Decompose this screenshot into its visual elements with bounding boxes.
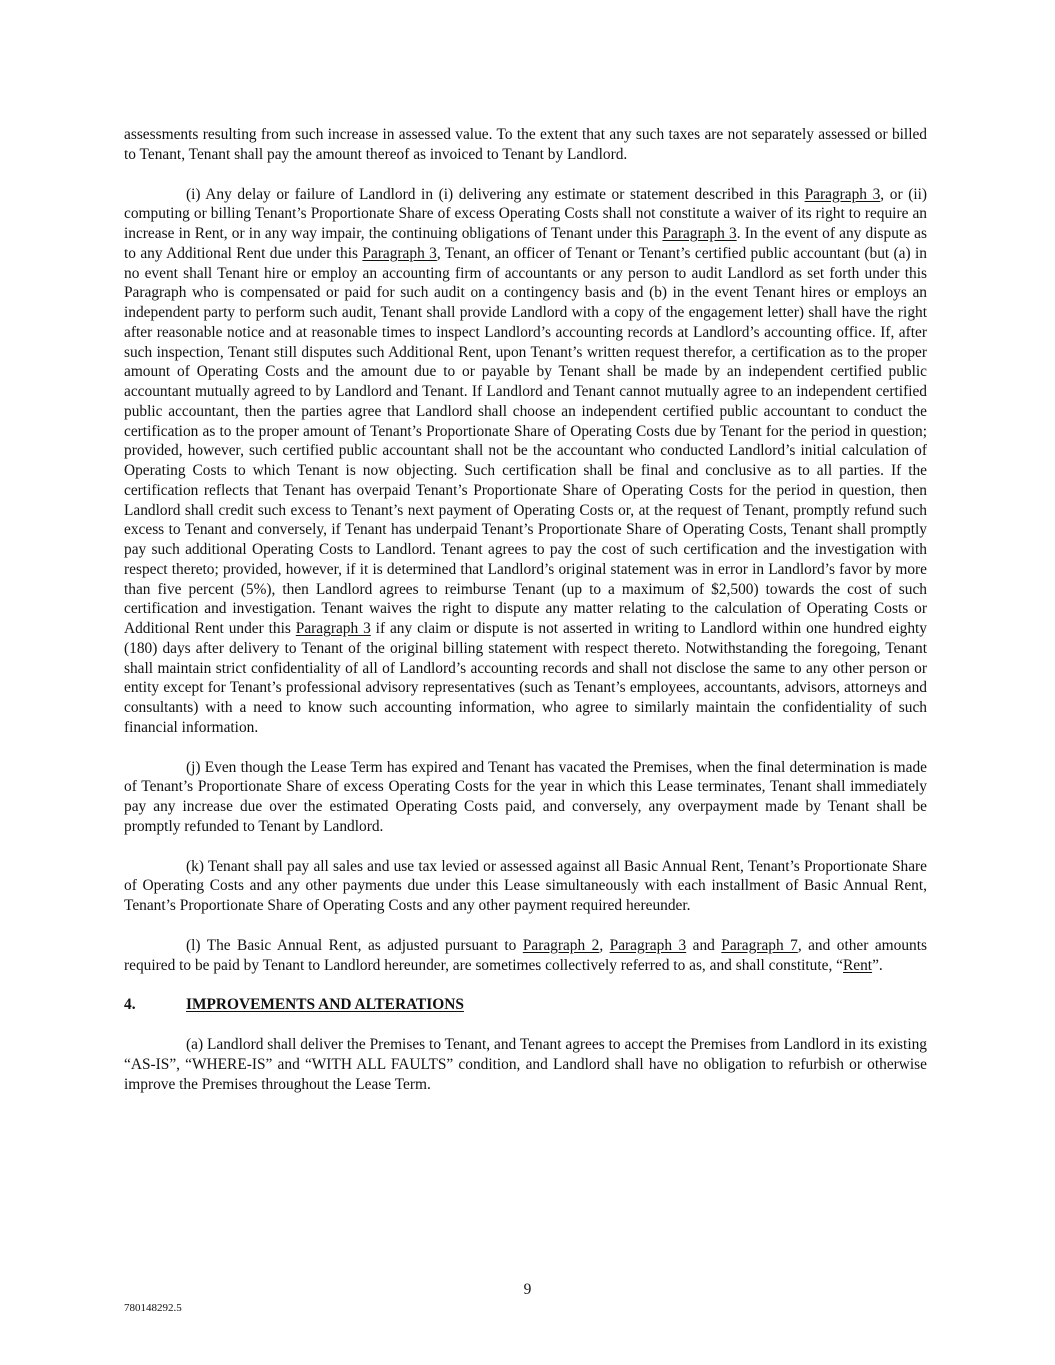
defined-term-rent: Rent <box>843 956 873 974</box>
paragraph-l-text-2: , <box>599 936 610 954</box>
section-heading <box>124 995 927 1015</box>
document-id: 780148292.5 <box>124 1302 182 1314</box>
paragraph-3-reference: Paragraph 3 <box>295 620 371 637</box>
paragraph-i-text-1: (i) Any delay or failure of Landlord in (i) delivering any estimate or statement described in this <box>186 185 805 203</box>
paragraph-l <box>124 936 927 976</box>
paragraph-i <box>124 185 927 738</box>
paragraph-i-text-3: . In the event of any dispute as to any Additional Rent due under this <box>124 225 927 262</box>
paragraph-3-reference: Paragraph 3 <box>362 244 437 262</box>
paragraph-continuation: assessments resulting from such increase in assessed value. To the extent that any such taxes are not separately assessed or billed to Tenant, Tenant shall pay the amount thereof as invoiced to Tenant by Landlord. <box>124 126 927 163</box>
paragraph-3-reference: Paragraph 3 <box>609 936 687 954</box>
paragraph-7-reference: Paragraph 7 <box>721 936 798 954</box>
paragraph-i-text-5: if any claim or dispute is not asserted in writing to Landlord within one hundred eighty (180) days after delivery to Tenant of the original billing statement with respect thereto. Notwithstanding the foregoing, Tenant shall maintain strict confidentiality of all of Landlord’s accounting records and shall not disclose the same to any other person or entity except for Tenant’s professional advisory representatives (such as Tenant’s employees, accountants, advisors, attorneys and consultants) with a need to know such accounting information, who agree to similarly maintain the confidentiality of such financial information. <box>124 620 927 736</box>
paragraph-k: (k) Tenant shall pay all sales and use tax levied or assessed against all Basic Annual Rent, Tenant’s Proportionate Share of Operating Costs and any other payments due under this Lease simultaneously with each installment of Basic Annual Rent, Tenant’s Proportionate Share of Operating Costs and any other payment required hereunder. <box>124 857 927 914</box>
document-body <box>124 125 927 1094</box>
paragraph-i-text-2: , or (ii) computing or billing Tenant’s Proportionate Share of excess Operating Costs shall not constitute a waiver of its right to require an increase in Rent, or in any way impair, the continuing obligations of Tenant under this <box>124 185 928 242</box>
paragraph-i-text-4: , Tenant, an officer of Tenant or Tenant’s certified public accountant (but (a) in no event shall Tenant hire or employ an accounting firm of accountants or any person to audit Landlord as set forth under this Paragraph who is compensated or paid for such audit on a contingency basis and (b) in the event Tenant hires or employs an independent party to perform such audit, Tenant shall provide Landlord with a copy of the engagement letter) shall have the right after reasonable notice and at reasonable times to inspect Landlord’s accounting records at Landlord’s accounting office. If, after such inspection, Tenant still disputes such Additional Rent, upon Tenant’s written request therefor, a certification as to the proper amount of Operating Costs and the amount due to or payable by Tenant shall be made by an independent certified public accountant mutually agreed to by Landlord and Tenant. If Landlord and Tenant cannot mutually agree to an independent certified public accountant, then the parties agree that Landlord shall choose an independent certified public accountant to conduct the certification as to the proper amount of Tenant’s Proportionate Share of Operating Costs due by Tenant for the period in question; provided, however, such certified public accountant shall not be the accountant who conducted Landlord’s initial calculation of Operating Costs to which Tenant is now objecting. Such certification shall be final and conclusive as to all parties. If the certification reflects that Tenant has overpaid Tenant’s Proportionate Share of Operating Costs for the period in question, then Landlord shall credit such excess to Tenant’s next payment of Operating Costs or, at the request of Tenant, promptly refund such excess to Tenant and conversely, if Tenant has underpaid Tenant’s Proportionate Share of Operating Costs, Tenant shall promptly pay such additional Operating Costs to Landlord. Tenant agrees to pay the cost of such certification and the investigation with respect thereto; provided, however, if it is determined that Landlord’s original statement was in error in Landlord’s favor by more than five percent (5%), then Landlord agrees to reimburse Tenant (up to a maximum of $2,500) towards the cost of such certification and investigation. Tenant waives the right to dispute any matter relating to the calculation of Operating Costs or Additional Rent under this <box>124 244 927 637</box>
section-title: IMPROVEMENTS AND ALTERATIONS <box>186 996 464 1014</box>
paragraph-4a: (a) Landlord shall deliver the Premises to Tenant, and Tenant agrees to accept the Premises from Landlord in its existing “AS-IS”, “WHERE-IS” and “WITH ALL FAULTS” condition, and Landlord shall have no obligation to refurbish or otherwise improve the Premises throughout the Lease Term. <box>124 1036 927 1093</box>
paragraph-l-text-3: and <box>686 936 722 954</box>
paragraph-2-reference: Paragraph 2 <box>522 936 600 954</box>
paragraph-l-text-1: (l) The Basic Annual Rent, as adjusted pursuant to <box>186 936 523 954</box>
section-number: 4. <box>124 996 136 1014</box>
paragraph-j: (j) Even though the Lease Term has expired and Tenant has vacated the Premises, when the final determination is made of Tenant’s Proportionate Share of excess Operating Costs for the year in which this Lease terminates, Tenant shall immediately pay any increase due over the estimated Operating Costs paid, and conversely, any overpayment made by Tenant shall be promptly refunded to Tenant by Landlord. <box>124 758 927 835</box>
paragraph-3-reference: Paragraph 3 <box>804 185 881 203</box>
paragraph-3-reference: Paragraph 3 <box>662 225 737 242</box>
paragraph-l-text-4: , and other amounts required to be paid by Tenant to Landlord hereunder, are sometimes collectively referred to as, and shall constitute, “ <box>124 936 927 974</box>
page-number: 9 <box>523 1281 532 1298</box>
paragraph-l-text-5: ”. <box>872 956 883 974</box>
